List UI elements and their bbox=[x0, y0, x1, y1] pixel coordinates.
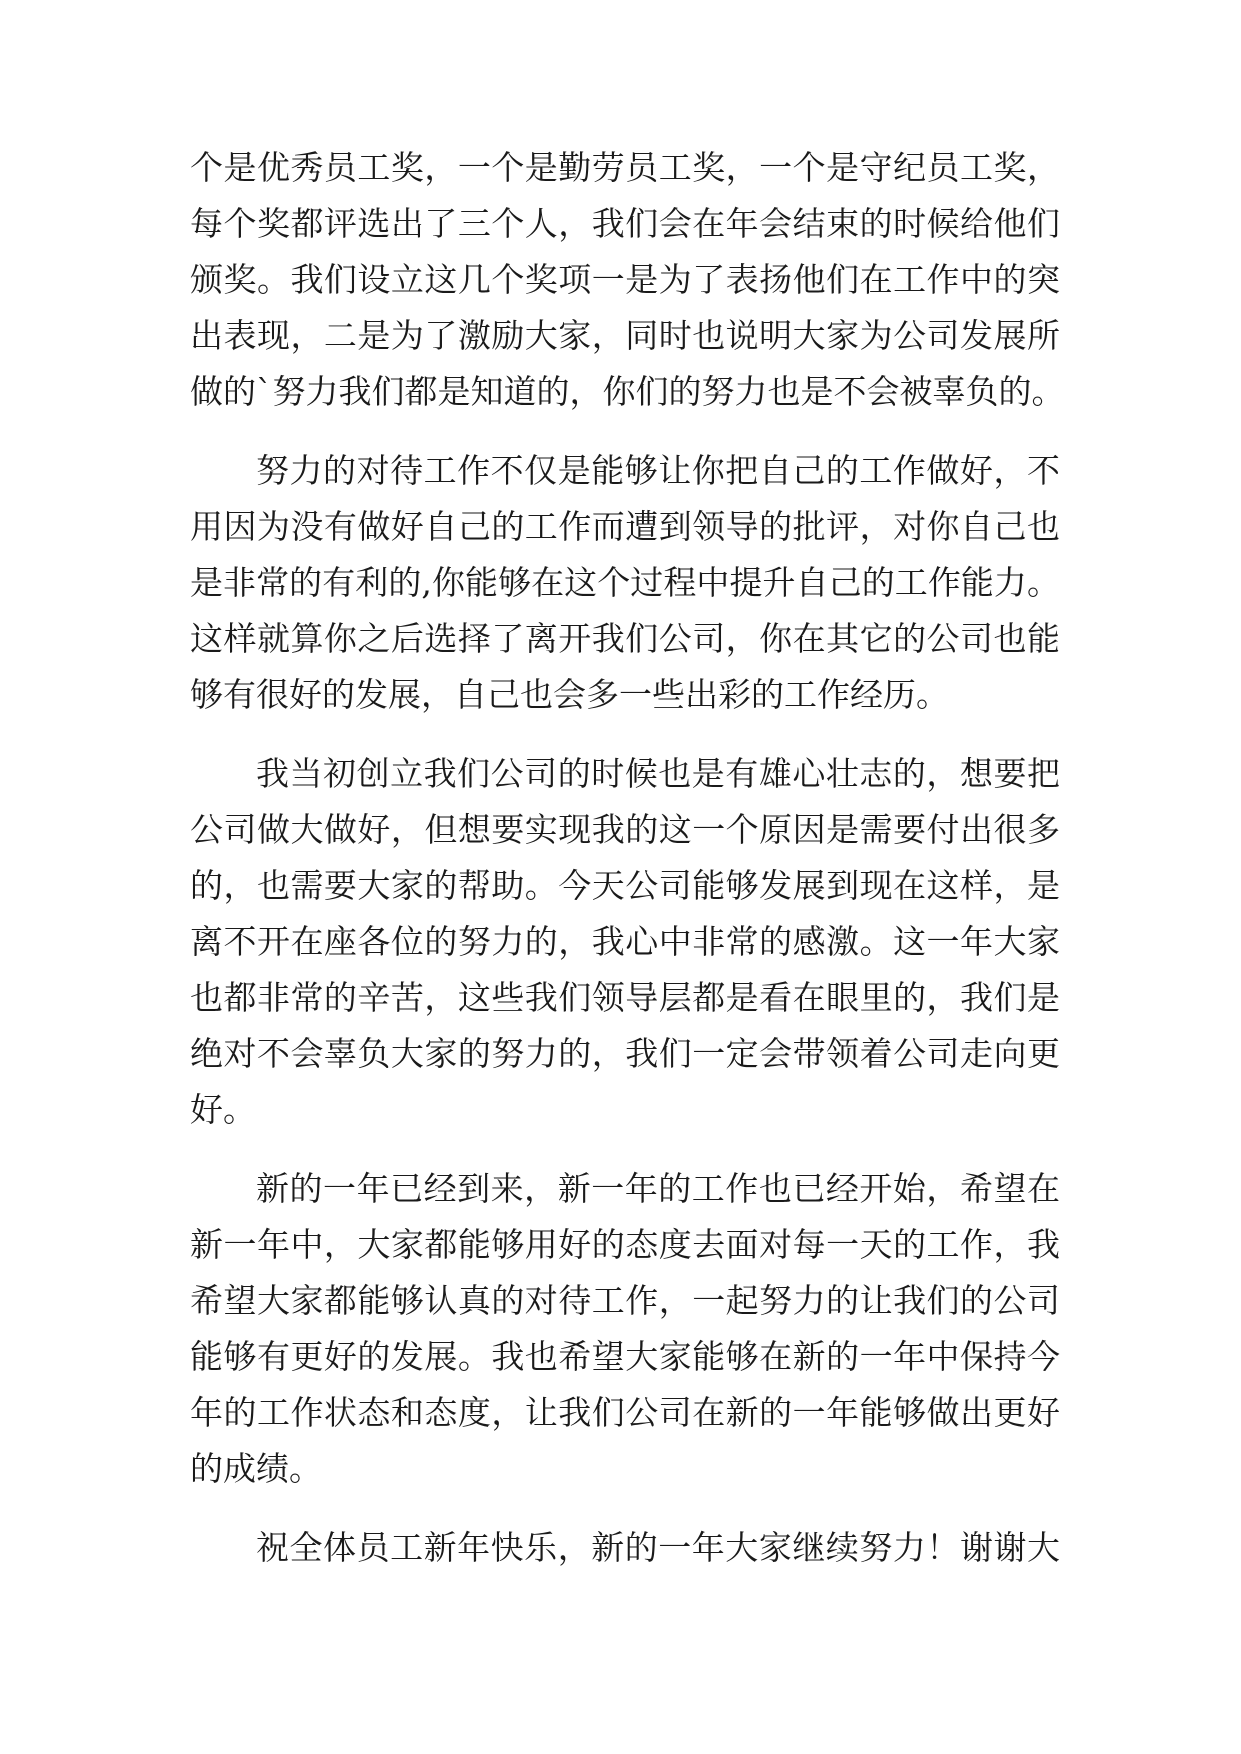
text-line: 颁奖。我们设立这几个奖项一是为了表扬他们在工作中的突 bbox=[190, 260, 1060, 299]
paragraph-first-line: 我当初创立我们公司的时候也是有雄心壮志的，想要把 bbox=[256, 754, 1060, 793]
text-line: 这样就算你之后选择了离开我们公司，你在其它的公司也能 bbox=[190, 619, 1060, 658]
text-line: 个是优秀员工奖，一个是勤劳员工奖，一个是守纪员工奖， bbox=[190, 148, 1060, 187]
paragraph-first-line: 努力的对待工作不仅是能够让你把自己的工作做好，不 bbox=[256, 451, 1060, 490]
text-line: 出表现，二是为了激励大家，同时也说明大家为公司发展所 bbox=[190, 316, 1060, 355]
text-line: 希望大家都能够认真的对待工作，一起努力的让我们的公司 bbox=[190, 1281, 1060, 1320]
text-line: 做的`努力我们都是知道的，你们的努力也是不会被辜负的。 bbox=[190, 372, 1065, 411]
text-line: 好。 bbox=[190, 1090, 256, 1129]
text-line: 新一年中，大家都能够用好的态度去面对每一天的工作，我 bbox=[190, 1225, 1060, 1264]
text-line: 绝对不会辜负大家的努力的，我们一定会带领着公司走向更 bbox=[190, 1034, 1060, 1073]
text-line: 的，也需要大家的帮助。今天公司能够发展到现在这样，是 bbox=[190, 866, 1060, 905]
text-line: 够有很好的发展，自己也会多一些出彩的工作经历。 bbox=[190, 675, 949, 714]
paragraph-first-line: 新的一年已经到来，新一年的工作也已经开始，希望在 bbox=[256, 1169, 1060, 1208]
paragraph-first-line: 祝全体员工新年快乐，新的一年大家继续努力！谢谢大 bbox=[256, 1528, 1060, 1567]
text-line: 的成绩。 bbox=[190, 1449, 322, 1488]
text-line: 是非常的有利的,你能够在这个过程中提升自己的工作能力。 bbox=[190, 563, 1060, 602]
text-line: 公司做大做好，但想要实现我的这一个原因是需要付出很多 bbox=[190, 810, 1060, 849]
text-line: 每个奖都评选出了三个人，我们会在年会结束的时候给他们 bbox=[190, 204, 1060, 243]
text-line: 离不开在座各位的努力的，我心中非常的感激。这一年大家 bbox=[190, 922, 1060, 961]
text-line: 能够有更好的发展。我也希望大家能够在新的一年中保持今 bbox=[190, 1337, 1060, 1376]
text-line: 也都非常的辛苦，这些我们领导层都是看在眼里的，我们是 bbox=[190, 978, 1060, 1017]
text-line: 年的工作状态和态度，让我们公司在新的一年能够做出更好 bbox=[190, 1393, 1060, 1432]
text-line: 用因为没有做好自己的工作而遭到领导的批评，对你自己也 bbox=[190, 507, 1060, 546]
